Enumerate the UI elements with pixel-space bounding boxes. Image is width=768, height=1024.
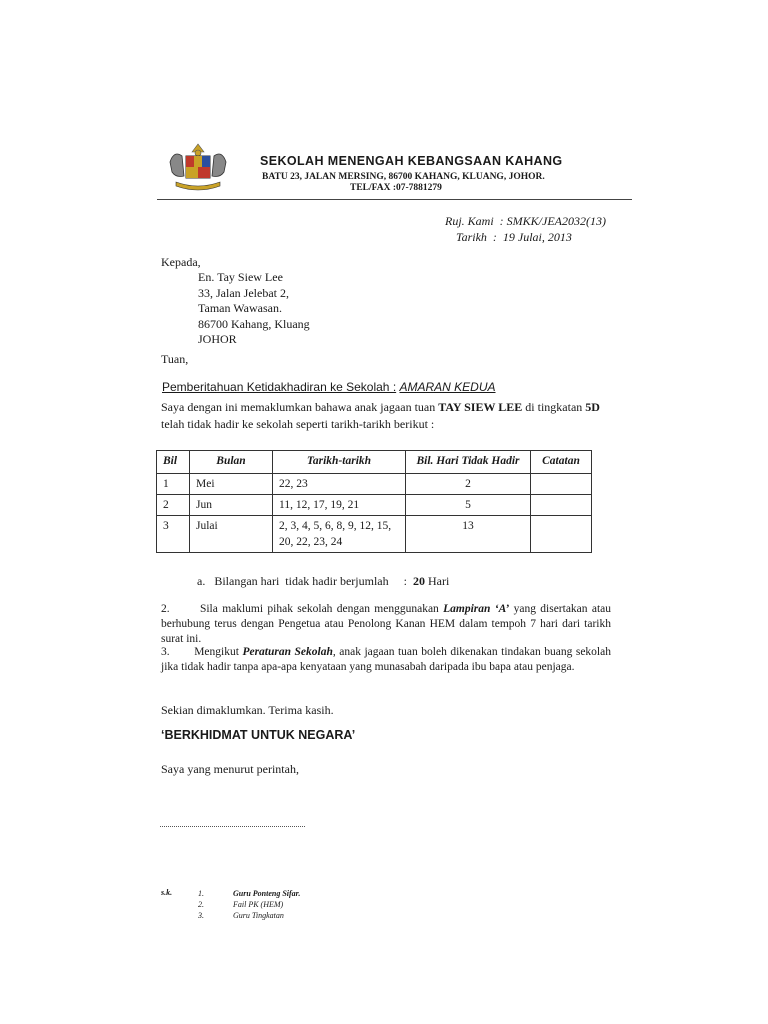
address-line: 86700 Kahang, Kluang bbox=[198, 316, 310, 331]
table-cell: Mei bbox=[190, 474, 273, 495]
school-telephone: TEL/FAX :07-7881279 bbox=[350, 183, 442, 193]
table-header-row bbox=[157, 451, 592, 474]
sk-recipient: Fail PK (HEM) bbox=[233, 900, 284, 909]
sk-numbers bbox=[198, 888, 204, 921]
sk-number: 3. bbox=[198, 911, 204, 920]
column-header: Bulan bbox=[190, 451, 273, 474]
paragraph-text: yang disertakan atau berhubung terus dengan Pengetua atau Penolong Kanan HEM dalam tempoh 7 hari dari tarikh surat ini. bbox=[161, 603, 612, 645]
table-row bbox=[157, 495, 592, 516]
intro-text: telah tidak hadir ke sekolah seperti tarikh-tarikh berikut : bbox=[161, 417, 435, 431]
table-cell: 2, 3, 4, 5, 6, 8, 9, 12, 15, 20, 22, 23, 24 bbox=[273, 516, 406, 553]
sk-label: s.k. bbox=[161, 888, 173, 897]
table-cell: 3 bbox=[157, 516, 190, 553]
closing-line: Sekian dimaklumkan. Terima kasih. bbox=[161, 703, 334, 717]
table-cell: Jun bbox=[190, 495, 273, 516]
paragraph-number: 2. bbox=[161, 603, 170, 615]
sk-number: 2. bbox=[198, 900, 204, 909]
recipient-address bbox=[198, 270, 310, 348]
total-value: 20 bbox=[412, 574, 425, 588]
intro-text: Saya dengan ini memaklumkan bahawa anak jagaan tuan bbox=[161, 400, 439, 414]
paragraph-3 bbox=[161, 645, 611, 675]
slogan: ‘BERKHIDMAT UNTUK NEGARA’ bbox=[161, 728, 356, 742]
school-name: SEKOLAH MENENGAH KEBANGSAAN KAHANG bbox=[260, 154, 563, 168]
paragraph-text: , anak jagaan tuan boleh dikenakan tindakan buang sekolah jika tidak hadir tanpa apa-apa kenyataan yang munasabah daripada ibu bapa atau penjaga. bbox=[161, 646, 611, 673]
header-divider bbox=[157, 199, 632, 200]
table-cell bbox=[531, 474, 592, 495]
reference-number: Ruj. Kami : SMKK/JEA2032(13) bbox=[445, 214, 606, 228]
sign-off: Saya yang menurut perintah, bbox=[161, 762, 299, 776]
jata-negara-crest-icon bbox=[166, 142, 230, 192]
subject-warning: AMARAN KEDUA bbox=[399, 380, 496, 394]
table-cell: 1 bbox=[157, 474, 190, 495]
table-cell: 2 bbox=[157, 495, 190, 516]
table-cell: 22, 23 bbox=[273, 474, 406, 495]
sk-recipient: Guru Tingkatan bbox=[233, 911, 284, 920]
column-header: Bil. Hari Tidak Hadir bbox=[406, 451, 531, 474]
table-cell: 5 bbox=[406, 495, 531, 516]
column-header: Catatan bbox=[531, 451, 592, 474]
table-cell: 2 bbox=[406, 474, 531, 495]
signature-line bbox=[160, 826, 305, 827]
letter-date: Tarikh : 19 Julai, 2013 bbox=[456, 230, 572, 244]
total-separator: : bbox=[403, 574, 407, 588]
total-unit: Hari bbox=[427, 574, 450, 588]
sk-number: 1. bbox=[198, 889, 204, 898]
paragraph-text: Sila maklumi pihak sekolah dengan menggunakan bbox=[199, 603, 444, 615]
attachment-reference: Lampiran ‘A’ bbox=[443, 603, 510, 615]
recipient-heading: Kepada, bbox=[161, 255, 201, 269]
column-header: Tarikh-tarikh bbox=[273, 451, 406, 474]
address-line: Taman Wawasan. bbox=[198, 301, 282, 315]
paragraph-number: 3. bbox=[161, 646, 170, 658]
total-label: a. Bilangan hari tidak hadir berjumlah bbox=[197, 574, 389, 588]
table-row bbox=[157, 474, 592, 495]
paragraph-2 bbox=[161, 602, 611, 647]
column-header: Bil bbox=[157, 451, 190, 474]
address-line: En. Tay Siew Lee bbox=[198, 270, 283, 284]
table-cell: Julai bbox=[190, 516, 273, 553]
intro-text: di tingkatan bbox=[522, 400, 586, 414]
student-name: TAY SIEW LEE bbox=[438, 400, 523, 414]
student-form: 5D bbox=[585, 400, 600, 414]
absence-table bbox=[156, 450, 592, 553]
letter-subject bbox=[162, 380, 496, 394]
intro-paragraph bbox=[161, 399, 611, 433]
address-line: JOHOR bbox=[198, 332, 237, 346]
paragraph-text: Mengikut bbox=[194, 646, 243, 658]
school-address: BATU 23, JALAN MERSING, 86700 KAHANG, KLUANG, JOHOR. bbox=[262, 172, 545, 182]
sk-recipients bbox=[233, 888, 300, 921]
table-cell bbox=[531, 495, 592, 516]
greeting: Tuan, bbox=[161, 352, 189, 366]
table-cell: 11, 12, 17, 19, 21 bbox=[273, 495, 406, 516]
school-rules-reference: Peraturan Sekolah bbox=[242, 646, 333, 658]
subject-title: Pemberitahuan Ketidakhadiran ke Sekolah : bbox=[162, 380, 397, 394]
address-line: 33, Jalan Jelebat 2, bbox=[198, 285, 289, 300]
sk-recipient: Guru Ponteng Sifar. bbox=[233, 889, 301, 898]
total-absence-line bbox=[197, 574, 449, 589]
table-row bbox=[157, 516, 592, 553]
table-cell: 13 bbox=[406, 516, 531, 553]
table-cell bbox=[531, 516, 592, 553]
